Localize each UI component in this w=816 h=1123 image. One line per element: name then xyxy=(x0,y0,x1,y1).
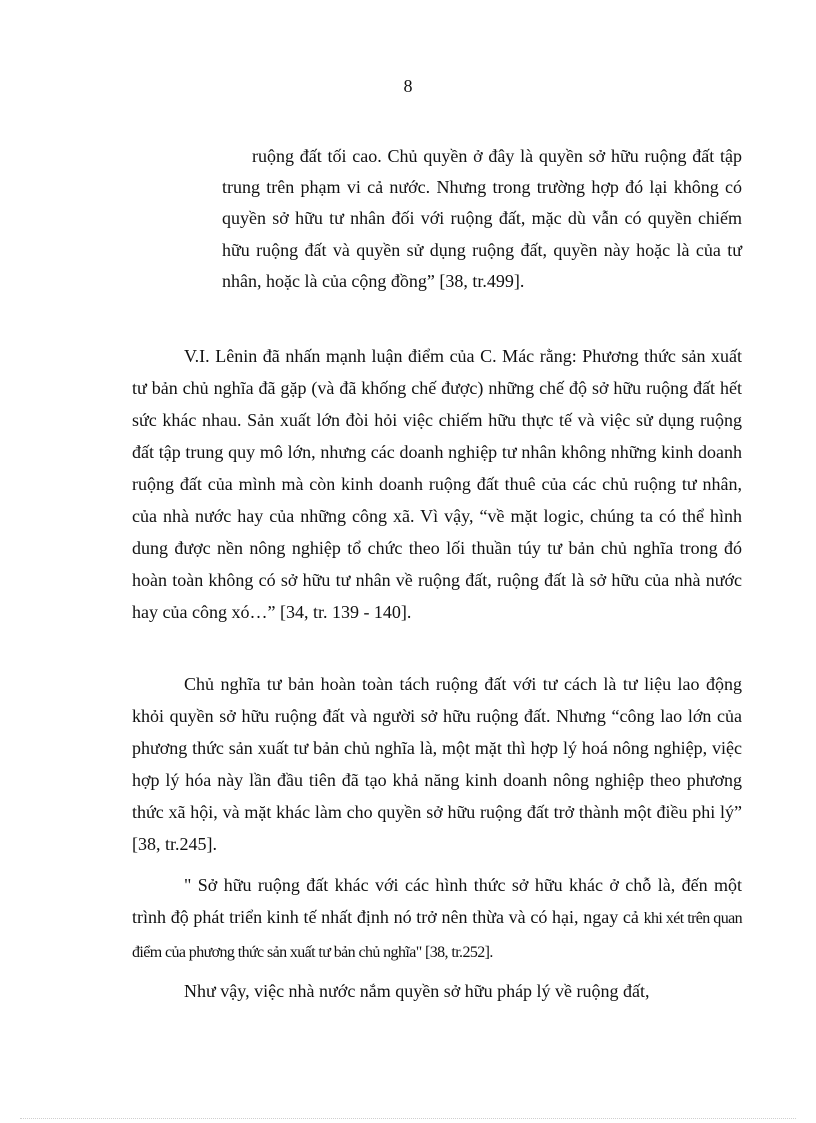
paragraph-land-ownership-quote xyxy=(132,869,742,969)
paragraph-text-start: " Sở hữu ruộng đất khác với các hình thức sở hữu khác ở chỗ là, đến một trình độ phát triển kinh tế nhất định nó trở nên thừa và có hại, ngay cả xyxy=(132,875,742,927)
paragraph-conclusion: Như vậy, việc nhà nước nắm quyền sở hữu pháp lý về ruộng đất, xyxy=(184,981,650,1001)
paragraph-text-end: khi xét trên quan điểm của phương thức sản xuất tư bản chủ nghĩa" [38, tr.252]. xyxy=(132,910,743,961)
block-quote: ruộng đất tối cao. Chủ quyền ở đây là quyền sở hữu ruộng đất tập trung trên phạm vi cả nước. Nhưng trong trường hợp đó lại không có quyền sở hữu tư nhân đối với ruộng đất, mặc dù vẫn có quyền chiếm hữu ruộng đất và quyền sử dụng ruộng đất, quyền này hoặc là của tư nhân, hoặc là của cộng đồng” [38, tr.499]. xyxy=(222,146,742,291)
page-number: 8 xyxy=(403,76,413,96)
page-bottom-divider xyxy=(20,1118,796,1119)
paragraph-lenin: V.I. Lênin đã nhấn mạnh luận điểm của C. Mác rằng: Phương thức sản xuất tư bản chủ nghĩa đã gặp (và đã khống chế được) những chế độ sở hữu ruộng đất hết sức khác nhau. Sản xuất lớn đòi hỏi việc chiếm hữu thực tế và việc sử dụng ruộng đất tập trung quy mô lớn, nhưng các doanh nghiệp tư nhân không những kinh doanh ruộng đất của mình mà còn kinh doanh ruộng đất thuê của các chủ ruộng tư nhân, của nhà nước hay của những công xã. Vì vậy, “về mặt logic, chúng ta có thể hình dung được nền nông nghiệp tổ chức theo lối thuần túy tư bản chủ nghĩa trong đó hoàn toàn không có sở hữu tư nhân về ruộng đất, ruộng đất là sở hữu của nhà nước hay của công xó…” [34, tr. 139 - 140]. xyxy=(132,346,742,622)
paragraph-capitalism: Chủ nghĩa tư bản hoàn toàn tách ruộng đất với tư cách là tư liệu lao động khỏi quyền sở hữu ruộng đất và người sở hữu ruộng đất. Nhưng “công lao lớn của phương thức sản xuất tư bản chủ nghĩa là, một mặt thì hợp lý hoá nông nghiệp, việc hợp lý hóa này lần đầu tiên đã tạo khả năng kinh doanh nông nghiệp theo phương thức xã hội, và mặt khác làm cho quyền sở hữu ruộng đất trở thành một điều phi lý” [38, tr.245]. xyxy=(132,674,742,854)
